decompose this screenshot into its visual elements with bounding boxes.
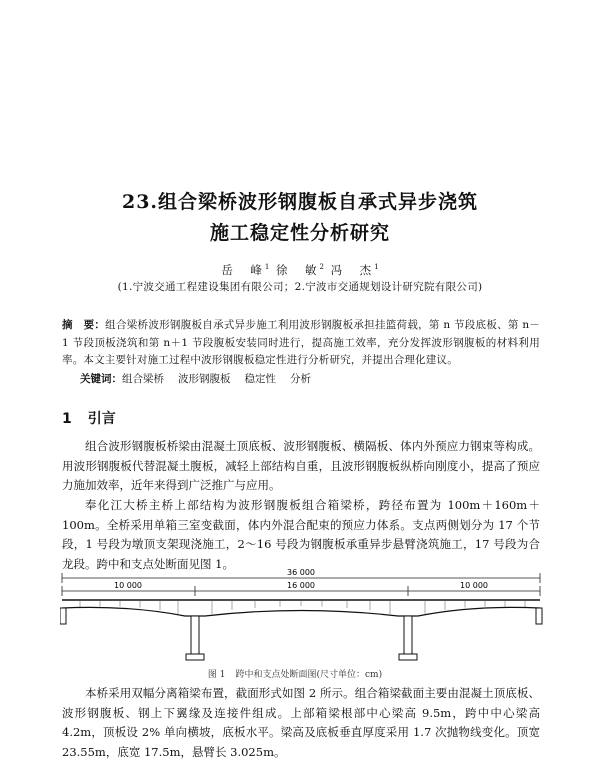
paper-title-line-1: 23.组合梁桥波形钢腹板自承式异步浇筑 xyxy=(121,191,479,213)
body-paragraph-3 xyxy=(62,684,540,762)
affiliation: (1.宁波交通工程建设集团有限公司；2.宁波市交通规划设计研究院有限公司) xyxy=(117,281,483,293)
keywords xyxy=(80,371,540,386)
abstract xyxy=(62,317,540,370)
span-dim-label: 16 000 xyxy=(287,581,315,590)
span-dim-label: 10 000 xyxy=(460,581,488,590)
section-title: 引言 xyxy=(87,411,116,427)
paragraph-text: 奉化江大桥主桥上部结构为波形钢腹板组合箱梁桥，跨径布置为 100m＋160m＋100m。全桥采用单箱三室变截面，体内外混合配束的预应力体系。支点两侧划分为 17 个节段，1 号段为墩顶支架现浇施工，2～16 号段为钢腹板承重异步悬臂浇筑施工，17 号段为合龙段。跨中和支点处断面见图 1。 xyxy=(62,498,540,571)
author-affil-mark: 1 xyxy=(264,263,270,272)
paper-title-line-2: 施工稳定性分析研究 xyxy=(209,222,390,244)
figure-caption-text: 跨中和支点处断面图(尺寸单位：cm) xyxy=(235,670,383,680)
corrugated-web-hatching xyxy=(80,600,525,614)
abstract-label: 摘 要： xyxy=(62,319,106,331)
pier xyxy=(404,616,412,654)
keywords-label: 关键词： xyxy=(80,373,122,385)
pier xyxy=(191,616,199,654)
overall-dim-label: 36 000 xyxy=(287,568,315,577)
bridge-elevation-figure xyxy=(60,568,544,666)
author-affil-mark: 1 xyxy=(374,263,379,272)
pier-footing xyxy=(186,654,204,660)
span-dim-label: 10 000 xyxy=(114,581,142,590)
keyword: 分析 xyxy=(290,373,311,385)
authors xyxy=(0,262,600,278)
abutment xyxy=(536,608,542,624)
section-number: 1 xyxy=(62,411,72,427)
paragraph-text: 本桥采用双幅分离箱梁布置，截面形式如图 2 所示。组合箱梁截面主要由混凝土顶底板、波形钢腹板、钢上下翼缘及连接件组成。上部箱梁根部中心梁高 9.5m，跨中中心梁高 4.2m，顶板设 2% 单向横坡，底板水平。梁高及底板垂直厚度采用 1.7 次抛物线变化。顶宽 23.55m，底宽 17.5m，悬臂长 3.025m。 xyxy=(62,686,540,759)
section-heading xyxy=(62,408,116,428)
body-paragraph-1 xyxy=(62,437,540,496)
author-name: 冯 杰 xyxy=(330,263,375,277)
author-name: 徐 敏 xyxy=(276,263,320,277)
girder-bottom-profile xyxy=(62,607,540,616)
author-name: 岳 峰 xyxy=(221,263,265,277)
figure-caption-label: 图 1 xyxy=(207,670,226,680)
keyword: 组合梁桥 xyxy=(122,373,164,385)
keyword: 波形钢腹板 xyxy=(178,373,231,385)
abutment xyxy=(60,608,66,624)
abstract-text: 组合梁桥波形钢腹板自承式异步施工利用波形钢腹板承担挂篮荷载，第 n 节段底板、第 n－1 节段顶板浇筑和第 n＋1 节段腹板安装同时进行，提高施工效率，充分发挥波形钢腹板的材料利用率。本文主要针对施工过程中波形钢腹板稳定性进行分析研究，并提出合理化建议。 xyxy=(62,319,540,366)
keyword: 稳定性 xyxy=(244,373,276,385)
figure-caption xyxy=(0,667,600,680)
body-paragraph-2 xyxy=(62,496,540,574)
author-affil-mark: 2 xyxy=(319,263,324,272)
paragraph-text: 组合波形钢腹板桥梁由混凝土顶底板、波形钢腹板、横隔板、体内外预应力钢束等构成。用波形钢腹板代替混凝土腹板，减轻上部结构自重，且波形钢腹板纵桥向刚度小，提高了预应力施加效率，近年来得到广泛推广与应用。 xyxy=(62,439,540,492)
pier-footing xyxy=(399,654,417,660)
